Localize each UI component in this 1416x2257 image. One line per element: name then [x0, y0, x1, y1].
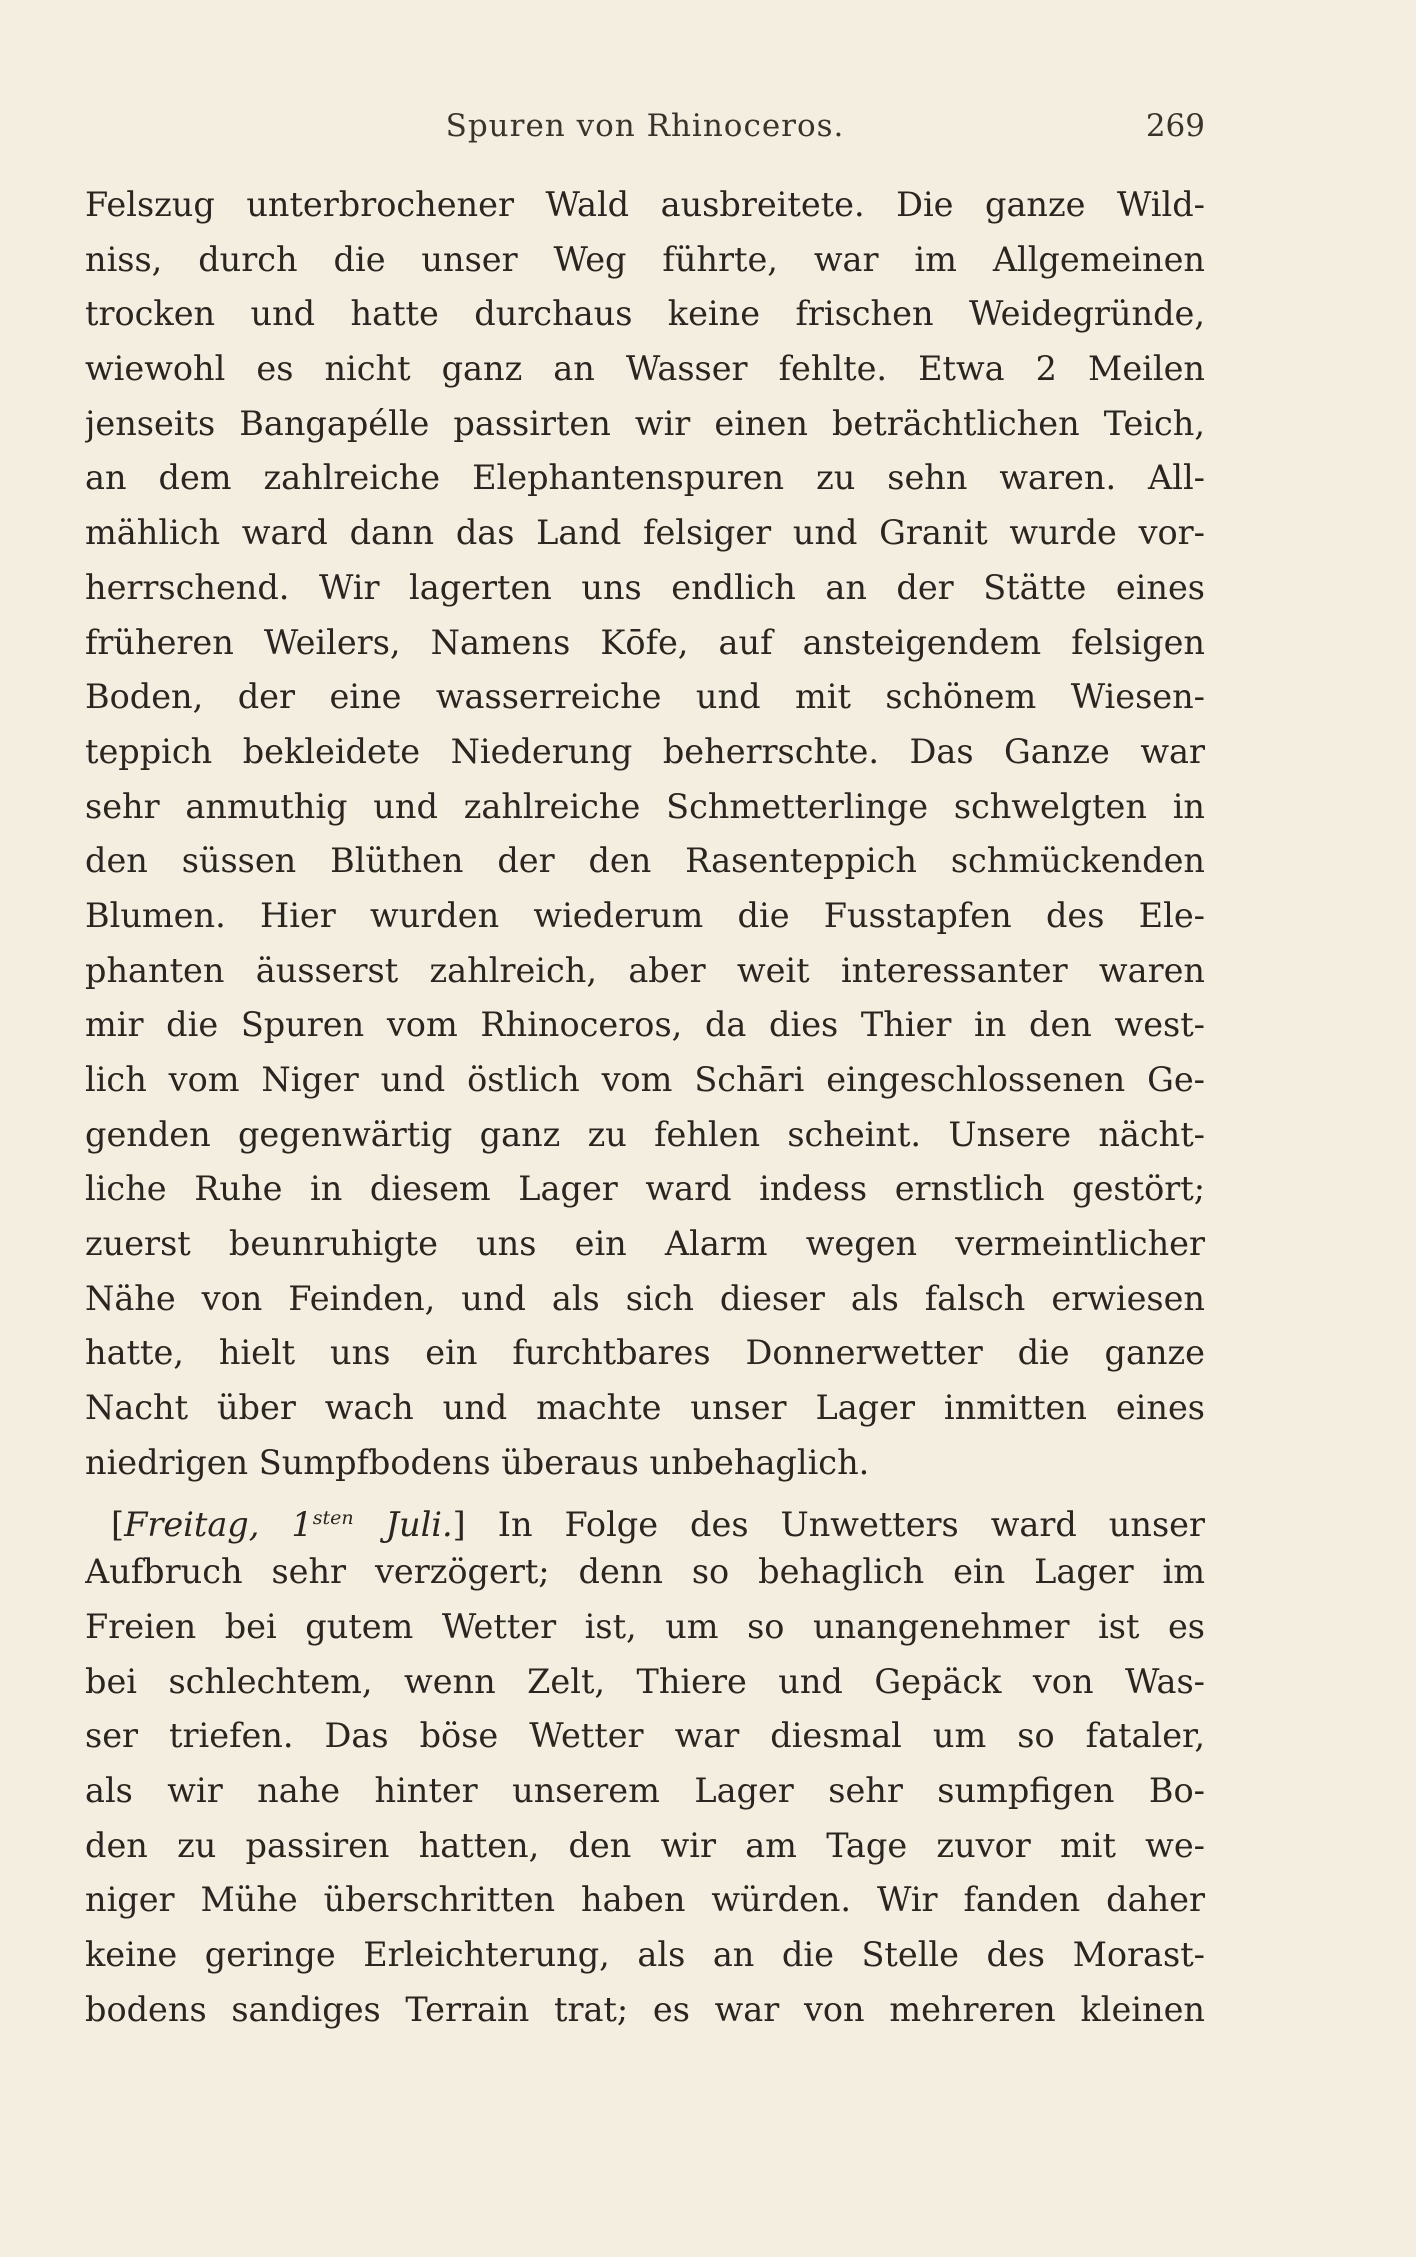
text-line: genden gegenwärtig ganz zu fehlen scheint. Unsere nächt- [85, 1114, 1205, 1154]
text-line: trocken und hatte durchaus keine frischen Weidegründe, [85, 294, 1205, 334]
text-line: ser triefen. Das böse Wetter war diesmal um so fataler, [85, 1716, 1205, 1756]
paragraph-1 [85, 178, 1205, 1491]
text-line: wiewohl es nicht ganz an Wasser fehlte. Etwa 2 Meilen [85, 349, 1205, 389]
date-line [85, 1491, 1205, 1546]
text-line: mir die Spuren vom Rhinoceros, da dies Thier in den west- [85, 1005, 1205, 1045]
text-line: Felszug unterbrochener Wald ausbreitete. Die ganze Wild- [85, 185, 1205, 224]
text-line: hatte, hielt uns ein furchtbares Donnerwetter die ganze [85, 1333, 1205, 1373]
page-header [85, 108, 1205, 158]
text-line: zuerst beunruhigte uns ein Alarm wegen vermeintlicher [85, 1224, 1205, 1264]
text-line: Aufbruch sehr verzögert; denn so behaglich ein Lager im [85, 1552, 1205, 1592]
page-number: 269 [1145, 108, 1205, 144]
date-ordinal: sten [312, 1506, 354, 1529]
text-line: jenseits Bangapélle passirten wir einen beträchtlichen Teich, [85, 403, 1205, 443]
running-head: Spuren von Rhinoceros. [445, 108, 845, 144]
text-line: teppich bekleidete Niederung beherrschte. Das Ganze war [85, 731, 1205, 771]
text-line: herrschend. Wir lagerten uns endlich an der Stätte eines [85, 567, 1205, 607]
paragraph-2 [85, 1491, 1205, 2038]
date-month: Juli. [353, 1504, 453, 1544]
date-bracket-close: ] [452, 1504, 466, 1544]
text-line: an dem zahlreiche Elephantenspuren zu sehn waren. All- [85, 458, 1205, 498]
text-line: lich vom Niger und östlich vom Schāri eingeschlossenen Ge- [85, 1060, 1205, 1099]
text-line: phanten äusserst zahlreich, aber weit interessanter waren [85, 950, 1205, 990]
date-day: Freitag [124, 1504, 249, 1544]
text-line: mählich ward dann das Land felsiger und Granit wurde vor- [85, 513, 1205, 553]
text-line: Boden, der eine wasserreiche und mit schönem Wiesen- [85, 677, 1205, 717]
text-line: keine geringe Erleichterung, als an die Stelle des Morast- [85, 1935, 1205, 1974]
text-line: den zu passiren hatten, den wir am Tage zuvor mit we- [85, 1825, 1205, 1865]
text-line: bodens sandiges Terrain trat; es war von mehreren kleinen [85, 1989, 1205, 2029]
text-line: liche Ruhe in diesem Lager ward indess ernstlich gestört; [85, 1169, 1205, 1209]
date-line-text: In Folge des Unwetters ward unser [465, 1504, 1205, 1544]
text-line: früheren Weilers, Namens Kōfe, auf ansteigendem felsigen [85, 622, 1205, 662]
body-text [85, 178, 1205, 2037]
text-line: Blumen. Hier wurden wiederum die Fusstapfen des Ele- [85, 895, 1205, 935]
text-line: Nähe von Feinden, und als sich dieser als falsch erwiesen [85, 1278, 1205, 1318]
text-line: Nacht über wach und machte unser Lager inmitten eines [85, 1388, 1205, 1428]
text-line: niedrigen Sumpfbodens überaus unbehaglich. [85, 1442, 870, 1482]
date-number: , 1 [248, 1504, 313, 1544]
date-bracket-open: [ [111, 1504, 125, 1544]
text-line: als wir nahe hinter unserem Lager sehr sumpfigen Bo- [85, 1770, 1205, 1810]
text-line: niss, durch die unser Weg führte, war im Allgemeinen [85, 239, 1205, 279]
text-line: niger Mühe überschritten haben würden. Wir fanden daher [85, 1880, 1205, 1920]
text-line: Freien bei gutem Wetter ist, um so unangenehmer ist es [85, 1606, 1205, 1646]
text-line: bei schlechtem, wenn Zelt, Thiere und Gepäck von Was- [85, 1661, 1205, 1701]
text-line: den süssen Blüthen der den Rasenteppich schmückenden [85, 841, 1205, 881]
text-line: sehr anmuthig und zahlreiche Schmetterlinge schwelgten in [85, 786, 1205, 826]
